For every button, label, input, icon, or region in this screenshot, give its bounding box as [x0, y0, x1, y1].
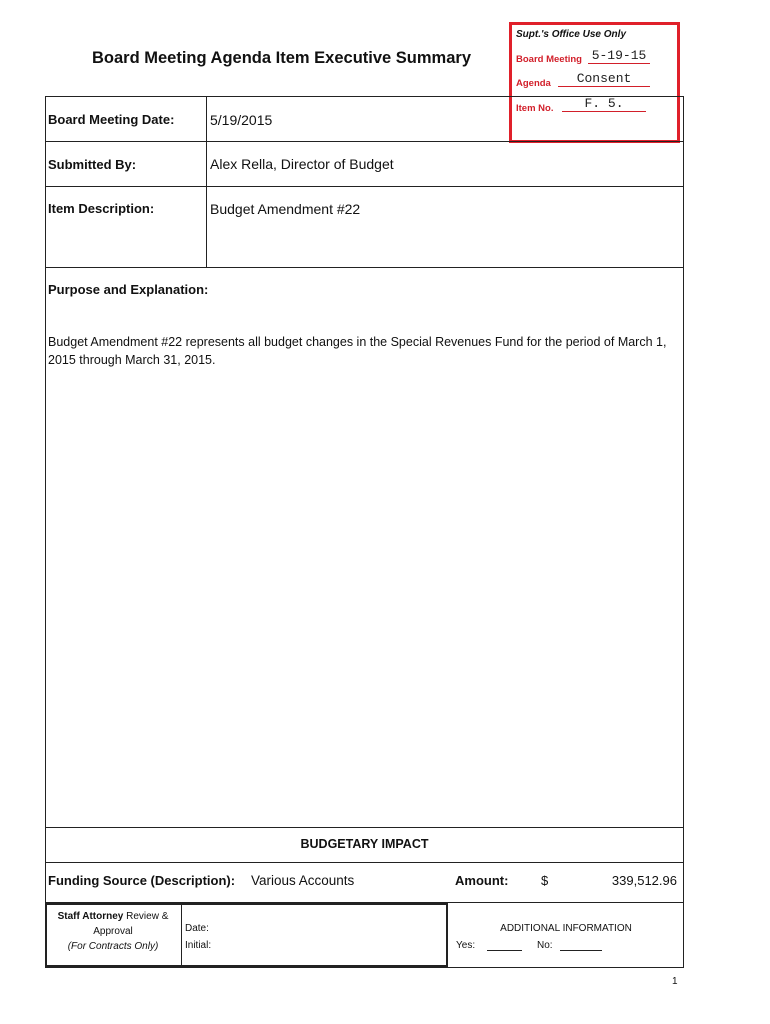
divider	[45, 186, 684, 187]
meeting-date-label: Board Meeting Date:	[48, 112, 175, 127]
item-description-value: Budget Amendment #22	[210, 201, 361, 217]
divider	[206, 96, 207, 267]
staff-attorney-label	[48, 909, 178, 954]
divider	[45, 267, 684, 268]
stamp-board-meeting-label: Board Meeting	[516, 54, 582, 65]
submitted-by-label: Submitted By:	[48, 157, 137, 172]
attorney-initial-label: Initial:	[185, 940, 212, 951]
amount-label: Amount:	[455, 873, 509, 888]
stamp-item-no-label: Item No.	[516, 103, 554, 114]
no-blank-line	[560, 950, 602, 951]
item-description-label: Item Description:	[48, 201, 155, 216]
staff-attorney-label-rest: Review &	[123, 911, 169, 922]
purpose-text: Budget Amendment #22 represents all budget changes in the Special Revenues Fund for the period of March 1, 2015 through March 31, 2015.	[48, 335, 667, 367]
divider	[45, 862, 684, 863]
page-number: 1	[672, 976, 678, 987]
staff-attorney-label-bold: Staff Attorney	[57, 911, 124, 922]
staff-attorney-label-line2: Approval	[93, 926, 133, 937]
attorney-date-label: Date:	[185, 923, 209, 934]
yes-blank-line	[487, 950, 522, 951]
divider	[45, 827, 684, 828]
funding-source-value: Various Accounts	[251, 873, 355, 888]
stamp-board-meeting-value: 5-19-15	[588, 48, 650, 64]
staff-attorney-label-line3: (For Contracts Only)	[67, 941, 159, 952]
meeting-date-value: 5/19/2015	[210, 112, 273, 128]
page-title: Board Meeting Agenda Item Executive Summary	[92, 49, 471, 67]
divider	[45, 141, 684, 142]
additional-no-label: No:	[537, 940, 553, 951]
purpose-heading: Purpose and Explanation:	[48, 282, 209, 297]
funding-source-label: Funding Source (Description):	[48, 873, 236, 888]
budgetary-impact-heading: BUDGETARY IMPACT	[300, 837, 429, 851]
divider	[181, 905, 182, 965]
stamp-agenda-label: Agenda	[516, 78, 551, 89]
submitted-by-value: Alex Rella, Director of Budget	[210, 156, 394, 172]
stamp-agenda-value: Consent	[558, 71, 650, 87]
additional-yes-label: Yes:	[456, 940, 476, 951]
stamp-item-no-value: F. 5.	[562, 96, 646, 112]
additional-info-heading: ADDITIONAL INFORMATION	[500, 923, 632, 934]
amount-value: 339,512.96	[611, 873, 677, 888]
stamp-heading: Supt.'s Office Use Only	[516, 29, 626, 40]
currency-symbol: $	[541, 873, 549, 888]
